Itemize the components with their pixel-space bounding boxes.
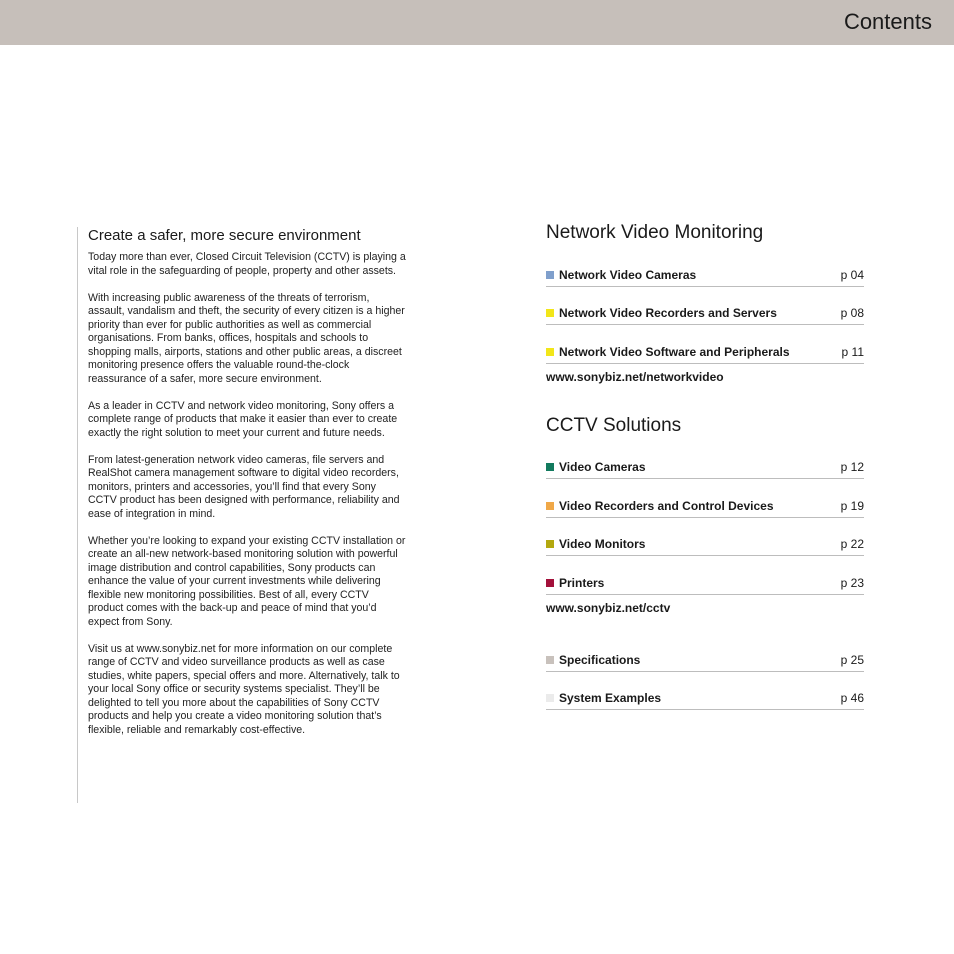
toc-label[interactable]: System Examples: [559, 691, 662, 705]
toc-row[interactable]: [546, 346, 864, 364]
toc-label[interactable]: Video Recorders and Control Devices: [559, 499, 774, 513]
toc-page-number: p 11: [841, 345, 864, 359]
section-title-cctv: CCTV Solutions: [546, 415, 682, 436]
toc-label[interactable]: Specifications: [559, 653, 641, 667]
toc-label[interactable]: Video Monitors: [559, 537, 646, 551]
intro-paragraph: Whether you’re looking to expand your existing CCTV installation or create an all-new network-based monitoring solution with powerful image distribution and control capabilities, Sony products can enhance the value of your current investments while delivering flexible new monitoring possibilities. Best of all, every CCTV product comes with the back-up and peace of mind that you’d expect from Sony.: [88, 534, 406, 628]
intro-paragraph: As a leader in CCTV and network video monitoring, Sony offers a complete range of products that make it easier than ever to create exactly the right solution to meet your current and future needs.: [88, 399, 398, 439]
color-swatch-icon: [546, 309, 554, 317]
toc-page-number: p 04: [840, 268, 864, 282]
toc-page-number: p 46: [840, 691, 864, 705]
header-bar: [0, 0, 954, 45]
section-title-network: Network Video Monitoring: [546, 222, 764, 243]
toc-page-number: p 25: [840, 653, 864, 667]
toc-page-number: p 22: [840, 537, 864, 551]
color-swatch-icon: [546, 656, 554, 664]
toc-label[interactable]: Network Video Software and Peripherals: [559, 345, 790, 359]
cctv-url-link[interactable]: www.sonybiz.net/cctv: [546, 601, 671, 615]
intro-paragraph: Visit us at www.sonybiz.net for more information on our complete range of CCTV and video surveillance products as well as case studies, white papers, special offers and more. Alternatively, talk to your local Sony office or security systems specialist. They’ll be delighted to tell you more about the capabilities of Sony CCTV products and help you create a video monitoring solution that’s flexible, reliable and remarkably cost-effective.: [88, 642, 400, 736]
toc-row[interactable]: [546, 307, 864, 325]
toc-label[interactable]: Network Video Cameras: [559, 268, 697, 282]
toc-page-number: p 08: [840, 306, 864, 320]
color-swatch-icon: [546, 502, 554, 510]
toc-row[interactable]: [546, 692, 864, 710]
color-swatch-icon: [546, 271, 554, 279]
intro-paragraph: With increasing public awareness of the threats of terrorism, assault, vandalism and theft, the security of every citizen is a higher priority than ever for public authorities as well as commercial organisations. From banks, offices, hospitals and schools to shopping malls, airports, stations and other public areas, a discreet monitoring presence offers the valuable round-the-clock reassurance of a safer, more secure environment.: [88, 291, 405, 385]
toc-row[interactable]: [546, 577, 864, 595]
color-swatch-icon: [546, 540, 554, 548]
color-swatch-icon: [546, 348, 554, 356]
network-url-link[interactable]: www.sonybiz.net/networkvideo: [546, 370, 724, 384]
toc-row[interactable]: [546, 500, 864, 518]
color-swatch-icon: [546, 579, 554, 587]
toc-page-number: p 23: [840, 576, 864, 590]
intro-paragraph: From latest-generation network video cameras, file servers and RealShot camera management software to digital video recorders, monitors, printers and accessories, you’ll find that every Sony CCTV product has been designed with performance, reliability and ease of integration in mind.: [88, 453, 400, 520]
toc-row[interactable]: [546, 461, 864, 479]
toc-label[interactable]: Video Cameras: [559, 460, 646, 474]
page-title: Contents: [843, 9, 932, 34]
toc-label[interactable]: Network Video Recorders and Servers: [559, 306, 777, 320]
toc-page-number: p 12: [840, 460, 864, 474]
intro-body: [88, 251, 406, 751]
toc-label[interactable]: Printers: [559, 576, 605, 590]
toc-row[interactable]: [546, 269, 864, 287]
toc-row[interactable]: [546, 654, 864, 672]
color-swatch-icon: [546, 694, 554, 702]
color-swatch-icon: [546, 463, 554, 471]
toc-page-number: p 19: [840, 499, 864, 513]
intro-heading: Create a safer, more secure environment: [88, 227, 361, 244]
toc-row[interactable]: [546, 538, 864, 556]
intro-column: [77, 227, 408, 803]
intro-paragraph: Today more than ever, Closed Circuit Television (CCTV) is playing a vital role in the safeguarding of people, property and other assets.: [88, 251, 406, 277]
